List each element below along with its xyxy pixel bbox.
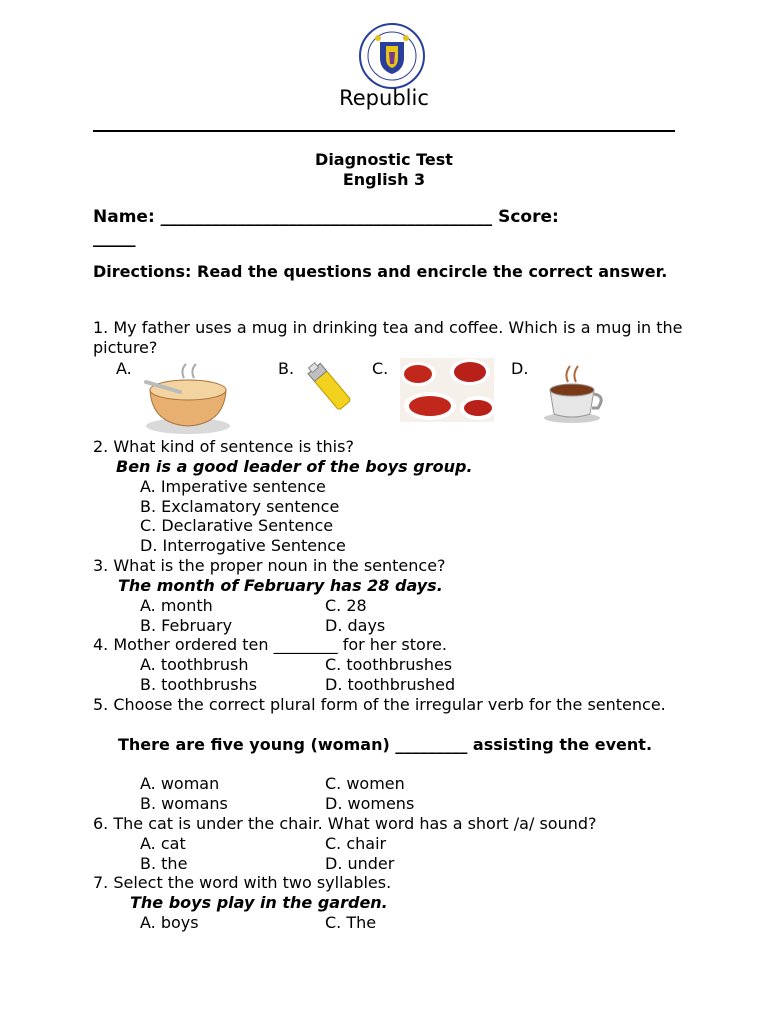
q5-sentence: There are five young (woman) _________ assisting the event. xyxy=(118,735,653,754)
q5-option-a: A. woman xyxy=(140,774,220,793)
test-subject: English 3 xyxy=(342,170,426,189)
q2-stem: 2. What kind of sentence is this? xyxy=(93,437,354,456)
q5-option-b: B. womans xyxy=(140,794,228,813)
q3-option-d: D. days xyxy=(325,616,386,635)
q6-option-b: B. the xyxy=(140,854,188,873)
q3-option-c: C. 28 xyxy=(325,596,367,615)
q1-label-b: B. xyxy=(278,359,295,378)
q5-option-c: C. women xyxy=(325,774,405,793)
q2-option-a: A. Imperative sentence xyxy=(140,477,326,496)
name-score-line: Name: _______________________________________ Score: xyxy=(93,207,559,227)
q2-option-b: B. Exclamatory sentence xyxy=(140,497,340,516)
score-blank: _____ xyxy=(93,228,136,248)
soup-bowl-icon xyxy=(140,360,236,436)
q4-option-b: B. toothbrushs xyxy=(140,675,258,694)
q1-stem: 1. My father uses a mug in drinking tea and coffee. Which is a mug in the picture? xyxy=(93,318,683,357)
q6-option-c: C. chair xyxy=(325,834,387,853)
lighter-icon xyxy=(302,358,360,416)
q2-option-d: D. Interrogative Sentence xyxy=(140,536,346,555)
q6-option-a: A. cat xyxy=(140,834,186,853)
q4-option-d: D. toothbrushed xyxy=(325,675,456,694)
q2-option-c: C. Declarative Sentence xyxy=(140,516,334,535)
q3-sentence: The month of February has 28 days. xyxy=(118,576,443,595)
q7-option-c: C. The xyxy=(325,913,377,932)
q6-stem: 6. The cat is under the chair. What word has a short /a/ sound? xyxy=(93,814,597,833)
republic-heading: Republic xyxy=(339,86,429,110)
directions: Directions: Read the questions and encircle the correct answer. xyxy=(93,262,668,281)
deped-seal-logo xyxy=(358,22,426,90)
q1-label-a: A. xyxy=(116,359,132,378)
q5-stem: 5. Choose the correct plural form of the irregular verb for the sentence. xyxy=(93,695,666,714)
q4-option-c: C. toothbrushes xyxy=(325,655,453,674)
q3-stem: 3. What is the proper noun in the sentence? xyxy=(93,556,446,575)
q7-sentence: The boys play in the garden. xyxy=(130,893,388,912)
q7-stem: 7. Select the word with two syllables. xyxy=(93,873,392,892)
q1-label-c: C. xyxy=(372,359,389,378)
q3-option-b: B. February xyxy=(140,616,233,635)
q2-sentence: Ben is a good leader of the boys group. xyxy=(116,457,473,476)
q3-option-a: A. month xyxy=(140,596,213,615)
q4-stem: 4. Mother ordered ten ________ for her store. xyxy=(93,635,447,654)
q6-option-d: D. under xyxy=(325,854,395,873)
coffee-cup-icon xyxy=(540,360,608,424)
ketchup-dishes-icon xyxy=(400,358,494,422)
q5-option-d: D. womens xyxy=(325,794,415,813)
q1-label-d: D. xyxy=(511,359,529,378)
test-title: Diagnostic Test xyxy=(315,150,453,169)
q7-option-a: A. boys xyxy=(140,913,199,932)
header-rule xyxy=(93,130,675,132)
q4-option-a: A. toothbrush xyxy=(140,655,249,674)
